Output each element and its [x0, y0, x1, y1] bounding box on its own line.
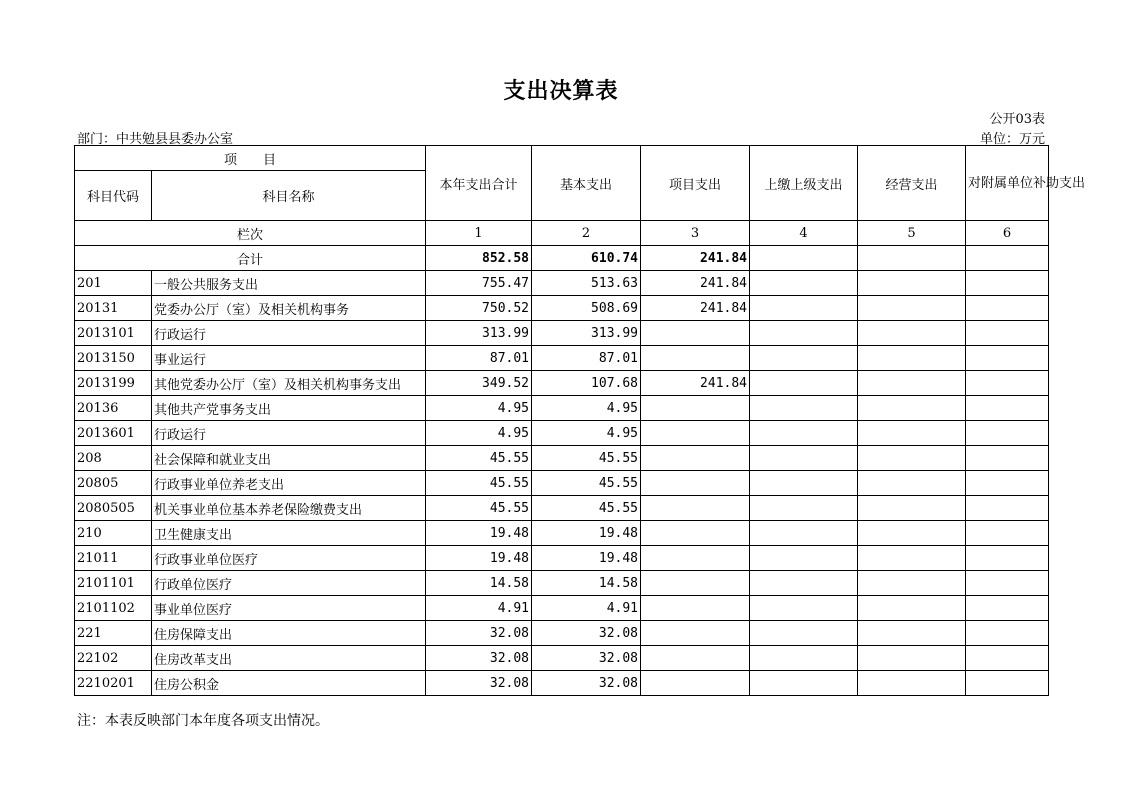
- cell-project: [641, 671, 750, 696]
- cell-superior: [750, 446, 858, 471]
- cell-superior: [750, 671, 858, 696]
- cell-basic: 4.95: [532, 396, 641, 421]
- cell-code: 208: [75, 446, 152, 471]
- table-row: [75, 396, 1049, 421]
- table-row: [75, 496, 1049, 521]
- cell-basic: 45.55: [532, 496, 641, 521]
- cell-total: 87.01: [426, 346, 532, 371]
- header-business: 经营支出: [858, 146, 966, 221]
- cell-total: 750.52: [426, 296, 532, 321]
- cell-business: [858, 421, 966, 446]
- cell-name: 住房公积金: [152, 671, 426, 696]
- cell-business: [858, 521, 966, 546]
- cell-total: 4.91: [426, 596, 532, 621]
- cell-subsidy: [966, 671, 1049, 696]
- cell-total: 45.55: [426, 446, 532, 471]
- cell-superior: [750, 646, 858, 671]
- cell-code: 2013601: [75, 421, 152, 446]
- cell-code: 2210201: [75, 671, 152, 696]
- total-basic: 610.74: [532, 246, 641, 271]
- expenditure-table: [74, 145, 1086, 696]
- cell-name: 机关事业单位基本养老保险缴费支出: [152, 496, 426, 521]
- cell-name: 事业运行: [152, 346, 426, 371]
- total-subsidy: [966, 246, 1049, 271]
- header-code: 科目代码: [75, 171, 152, 221]
- cell-business: [858, 446, 966, 471]
- cell-superior: [750, 596, 858, 621]
- cell-business: [858, 396, 966, 421]
- cell-basic: 313.99: [532, 321, 641, 346]
- cell-name: 行政单位医疗: [152, 571, 426, 596]
- cell-project: [641, 446, 750, 471]
- cell-name: 住房改革支出: [152, 646, 426, 671]
- cell-subsidy: [966, 421, 1049, 446]
- cell-code: 2101102: [75, 596, 152, 621]
- cell-basic: 19.48: [532, 521, 641, 546]
- cell-subsidy: [966, 296, 1049, 321]
- table-row: [75, 646, 1049, 671]
- table-row: [75, 346, 1049, 371]
- table-row: [75, 271, 1049, 296]
- cell-total: 19.48: [426, 546, 532, 571]
- cell-project: [641, 421, 750, 446]
- cell-project: [641, 471, 750, 496]
- total-project: 241.84: [641, 246, 750, 271]
- cell-superior: [750, 396, 858, 421]
- header-total: 本年支出合计: [426, 146, 532, 221]
- cell-basic: 107.68: [532, 371, 641, 396]
- cell-total: 4.95: [426, 421, 532, 446]
- cell-name: 其他党委办公厅（室）及相关机构事务支出: [152, 371, 426, 396]
- cell-code: 201: [75, 271, 152, 296]
- cell-project: 241.84: [641, 371, 750, 396]
- header-subsidy: 对附属单位补助支出: [966, 146, 1049, 221]
- cell-code: 221: [75, 621, 152, 646]
- cell-basic: 32.08: [532, 621, 641, 646]
- cell-project: [641, 346, 750, 371]
- form-number: 公开03表: [989, 112, 1045, 127]
- cell-total: 45.55: [426, 471, 532, 496]
- cell-subsidy: [966, 596, 1049, 621]
- unit-label: 单位：万元: [979, 132, 1045, 147]
- table-row: [75, 371, 1049, 396]
- department-label: 部门：中共勉县县委办公室: [77, 132, 234, 147]
- table-row: [75, 321, 1049, 346]
- total-row: [75, 246, 1049, 271]
- cell-superior: [750, 271, 858, 296]
- cell-basic: 14.58: [532, 571, 641, 596]
- cell-business: [858, 271, 966, 296]
- cell-business: [858, 346, 966, 371]
- cell-superior: [750, 521, 858, 546]
- cell-subsidy: [966, 271, 1049, 296]
- cell-name: 社会保障和就业支出: [152, 446, 426, 471]
- header-col-6: 6: [966, 221, 1049, 246]
- cell-subsidy: [966, 396, 1049, 421]
- cell-name: 事业单位医疗: [152, 596, 426, 621]
- cell-business: [858, 371, 966, 396]
- cell-superior: [750, 496, 858, 521]
- cell-superior: [750, 321, 858, 346]
- table-row: [75, 596, 1049, 621]
- cell-superior: [750, 621, 858, 646]
- table-row: [75, 471, 1049, 496]
- cell-total: 45.55: [426, 496, 532, 521]
- cell-basic: 32.08: [532, 646, 641, 671]
- header-row-label: 栏次: [75, 221, 426, 246]
- cell-total: 32.08: [426, 621, 532, 646]
- cell-business: [858, 621, 966, 646]
- cell-superior: [750, 421, 858, 446]
- cell-subsidy: [966, 621, 1049, 646]
- footnote: 注：本表反映部门本年度各项支出情况。: [77, 713, 329, 729]
- table-row: [75, 446, 1049, 471]
- cell-basic: 87.01: [532, 346, 641, 371]
- cell-subsidy: [966, 446, 1049, 471]
- cell-basic: 508.69: [532, 296, 641, 321]
- cell-superior: [750, 471, 858, 496]
- cell-project: 241.84: [641, 271, 750, 296]
- total-superior: [750, 246, 858, 271]
- cell-business: [858, 321, 966, 346]
- cell-name: 行政事业单位养老支出: [152, 471, 426, 496]
- cell-superior: [750, 571, 858, 596]
- cell-code: 2080505: [75, 496, 152, 521]
- cell-total: 32.08: [426, 671, 532, 696]
- header-col-5: 5: [858, 221, 966, 246]
- cell-code: 210: [75, 521, 152, 546]
- cell-basic: 4.91: [532, 596, 641, 621]
- cell-name: 行政事业单位医疗: [152, 546, 426, 571]
- table-row: [75, 521, 1049, 546]
- cell-basic: 45.55: [532, 471, 641, 496]
- cell-subsidy: [966, 321, 1049, 346]
- cell-total: 755.47: [426, 271, 532, 296]
- cell-total: 313.99: [426, 321, 532, 346]
- total-business: [858, 246, 966, 271]
- cell-total: 4.95: [426, 396, 532, 421]
- cell-superior: [750, 371, 858, 396]
- cell-project: [641, 396, 750, 421]
- cell-project: [641, 521, 750, 546]
- header-superior: 上缴上级支出: [750, 146, 858, 221]
- cell-total: 19.48: [426, 521, 532, 546]
- cell-name: 其他共产党事务支出: [152, 396, 426, 421]
- cell-subsidy: [966, 496, 1049, 521]
- cell-subsidy: [966, 546, 1049, 571]
- cell-business: [858, 596, 966, 621]
- cell-project: [641, 646, 750, 671]
- table-row: [75, 621, 1049, 646]
- cell-name: 一般公共服务支出: [152, 271, 426, 296]
- header-col-3: 3: [641, 221, 750, 246]
- page-title: 支出决算表: [503, 78, 619, 104]
- cell-subsidy: [966, 571, 1049, 596]
- cell-business: [858, 471, 966, 496]
- cell-name: 党委办公厅（室）及相关机构事务: [152, 296, 426, 321]
- cell-total: 349.52: [426, 371, 532, 396]
- cell-business: [858, 646, 966, 671]
- table-row: [75, 296, 1049, 321]
- cell-code: 21011: [75, 546, 152, 571]
- cell-code: 2101101: [75, 571, 152, 596]
- header-basic: 基本支出: [532, 146, 641, 221]
- cell-project: [641, 496, 750, 521]
- cell-subsidy: [966, 371, 1049, 396]
- cell-superior: [750, 296, 858, 321]
- cell-code: 2013150: [75, 346, 152, 371]
- cell-project: [641, 321, 750, 346]
- cell-basic: 513.63: [532, 271, 641, 296]
- cell-code: 20131: [75, 296, 152, 321]
- cell-business: [858, 296, 966, 321]
- cell-name: 住房保障支出: [152, 621, 426, 646]
- cell-project: [641, 571, 750, 596]
- cell-code: 2013199: [75, 371, 152, 396]
- header-name: 科目名称: [152, 171, 426, 221]
- table-body: [75, 246, 1049, 696]
- cell-total: 14.58: [426, 571, 532, 596]
- table-header: [75, 146, 1086, 246]
- cell-business: [858, 546, 966, 571]
- cell-project: 241.84: [641, 296, 750, 321]
- cell-basic: 45.55: [532, 446, 641, 471]
- cell-code: 20805: [75, 471, 152, 496]
- table-row: [75, 571, 1049, 596]
- cell-name: 行政运行: [152, 321, 426, 346]
- cell-business: [858, 671, 966, 696]
- table-row: [75, 421, 1049, 446]
- cell-subsidy: [966, 346, 1049, 371]
- header-project: 项目支出: [641, 146, 750, 221]
- cell-basic: 32.08: [532, 671, 641, 696]
- cell-name: 行政运行: [152, 421, 426, 446]
- cell-superior: [750, 346, 858, 371]
- table-row: [75, 546, 1049, 571]
- header-item: 项 目: [75, 146, 426, 171]
- cell-total: 32.08: [426, 646, 532, 671]
- cell-project: [641, 596, 750, 621]
- cell-business: [858, 496, 966, 521]
- cell-subsidy: [966, 471, 1049, 496]
- cell-name: 卫生健康支出: [152, 521, 426, 546]
- cell-basic: 4.95: [532, 421, 641, 446]
- total-total: 852.58: [426, 246, 532, 271]
- header-col-2: 2: [532, 221, 641, 246]
- table-row: [75, 671, 1049, 696]
- cell-subsidy: [966, 521, 1049, 546]
- cell-basic: 19.48: [532, 546, 641, 571]
- cell-subsidy: [966, 646, 1049, 671]
- cell-code: 2013101: [75, 321, 152, 346]
- cell-superior: [750, 546, 858, 571]
- cell-business: [858, 571, 966, 596]
- cell-code: 22102: [75, 646, 152, 671]
- cell-project: [641, 621, 750, 646]
- header-col-1: 1: [426, 221, 532, 246]
- cell-code: 20136: [75, 396, 152, 421]
- header-col-4: 4: [750, 221, 858, 246]
- total-label: 合计: [75, 246, 426, 271]
- cell-project: [641, 546, 750, 571]
